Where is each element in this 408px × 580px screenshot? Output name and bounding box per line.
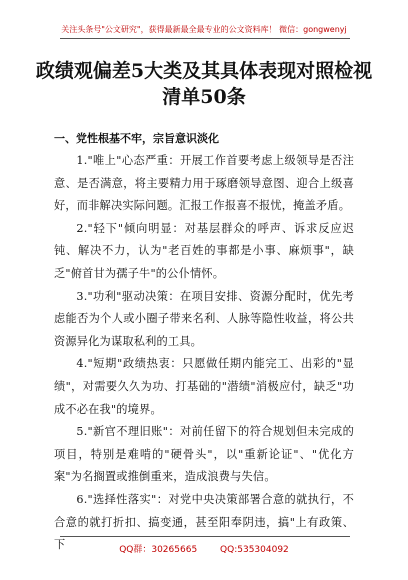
paragraph: 3."功利"驱动决策：在项目安排、资源分配时，优先考虑能否为个人或小圈子带来名利、人脉等隐性收益，将公共资源异化为谋取私利的工具。 [54,289,354,348]
footer-divider [60,536,350,537]
paragraph: 5."新官不理旧账"：对前任留下的符合规划但未完成的项目，特别是难啃的"硬骨头"，以"重新论证"、"优化方案"为名搁置或推倒重来，造成浪费与失信。 [54,425,354,484]
footer-qq: QQ:535304092 [220,545,289,555]
document-body [54,150,354,557]
footer-qq-group: QQ群：30265665 [119,545,198,555]
footer [0,542,408,555]
section-heading: 一、党性根基不牢，宗旨意识淡化 [54,132,219,145]
document-title: 政绩观偏差5大类及其具体表现对照检视清单50条 [35,60,373,108]
paragraph: 4."短期"政绩热衷：只愿做任期内能完工、出彩的"显绩"，对需要久久为功、打基础的"潜绩"消极应付，缺乏"功成不必在我"的境界。 [54,357,354,416]
paragraph: 6."选择性落实"：对党中央决策部署合意的就执行，不合意的就打折扣、搞变通，甚至阳奉阴违，搞"上有政策、下 [54,492,354,552]
paragraph: 1."唯上"心态严重：开展工作首要考虑上级领导是否注意、是否满意，将主要精力用于琢磨领导意图、迎合上级喜好，而非解决实际问题。汇报工作报喜不报忧，掩盖矛盾。 [54,154,354,213]
header-divider [60,38,350,39]
paragraph: 2."轻下"倾向明显：对基层群众的呼声、诉求反应迟钝、解决不力，认为"老百姓的事都是小事、麻烦事"，缺乏"俯首甘为孺子牛"的公仆情怀。 [54,221,354,280]
header-banner: 关注头条号"公文研究"，获得最新最全最专业的公文资料库！ 微信：gongwenyj [61,25,347,34]
